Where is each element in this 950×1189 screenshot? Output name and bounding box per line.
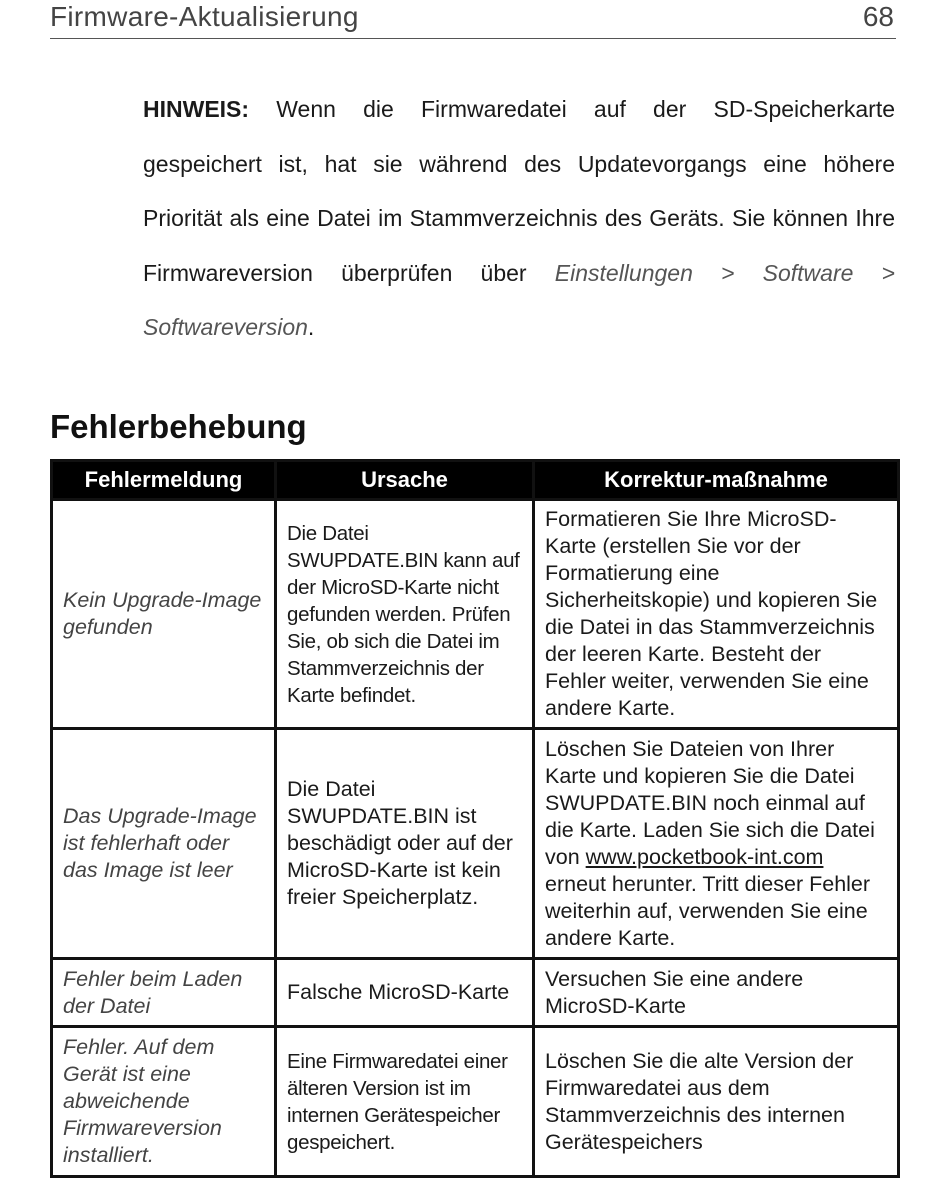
- note-label: HINWEIS:: [143, 96, 250, 122]
- cause-cell: Falsche MicroSD-Karte: [276, 959, 534, 1027]
- fix-text: erneut herunter. Tritt dieser Fehler weiterhin auf, verwenden Sie eine andere Karte.: [545, 871, 871, 950]
- cause-cell: Die Datei SWUPDATE.BIN ist beschädigt oder auf der MicroSD-Karte ist kein freier Speicherplatz.: [276, 729, 534, 959]
- table-row: [52, 729, 899, 959]
- note-text: Wenn die Firmwaredatei auf der SD-Speicherkarte gespeichert ist, hat sie während des Updatevorgangs eine höhere Priorität als eine Datei im Stammverzeichnis des Geräts. Sie können Ihre Firmwareversion überprüfen über: [143, 96, 896, 286]
- error-message-cell: Das Upgrade-Image ist fehlerhaft oder das Image ist leer: [52, 729, 276, 959]
- table-row: [52, 1027, 899, 1177]
- error-message-cell: Fehler beim Laden der Datei: [52, 959, 276, 1027]
- table-row: [52, 500, 899, 729]
- fix-cell: [534, 729, 899, 959]
- fix-cell: Versuchen Sie eine andere MicroSD-Karte: [534, 959, 899, 1027]
- settings-menu-path: Einstellungen > Software > Softwareversion: [143, 259, 895, 340]
- note-paragraph: [143, 82, 895, 355]
- chapter-title: Firmware-Aktualisierung: [50, 1, 359, 32]
- table-header-row: [52, 461, 899, 500]
- fix-text: Löschen Sie Dateien von Ihrer Karte und kopieren Sie die Datei SWUPDATE.BIN noch einmal auf die Karte. Laden Sie sich die Datei von: [545, 736, 875, 869]
- page-header: [50, 0, 896, 39]
- column-header-cause: Ursache: [276, 461, 534, 500]
- column-header-fix: Korrektur-maßnahme: [534, 461, 899, 500]
- website-link[interactable]: www.pocketbook-int.com: [585, 844, 824, 869]
- error-message-cell: Fehler. Auf dem Gerät ist eine abweichende Firmwareversion installiert.: [52, 1027, 276, 1177]
- cause-cell: Eine Firmwaredatei einer älteren Version ist im internen Gerätespeicher gespeichert.: [276, 1027, 534, 1177]
- fix-cell: Formatieren Sie Ihre MicroSD-Karte (erstellen Sie vor der Formatierung eine Sicherheitskopie) und kopieren Sie die Datei in das Stammverzeichnis der leeren Karte. Besteht der Fehler weiter, verwenden Sie eine andere Karte.: [534, 500, 899, 729]
- table-row: [52, 959, 899, 1027]
- page-number: 68: [862, 1, 894, 32]
- troubleshooting-table: [50, 459, 900, 1178]
- note-end: .: [307, 314, 315, 340]
- column-header-error: Fehlermeldung: [52, 461, 276, 500]
- cause-cell: Die Datei SWUPDATE.BIN kann auf der MicroSD-Karte nicht gefunden werden. Prüfen Sie, ob sich die Datei im Stammverzeichnis der Karte befindet.: [276, 500, 534, 729]
- error-message-cell: Kein Upgrade-Image gefunden: [52, 500, 276, 729]
- section-heading: Fehlerbehebung: [50, 408, 307, 445]
- fix-cell: Löschen Sie die alte Version der Firmwaredatei aus dem Stammverzeichnis des internen Gerätespeichers: [534, 1027, 899, 1177]
